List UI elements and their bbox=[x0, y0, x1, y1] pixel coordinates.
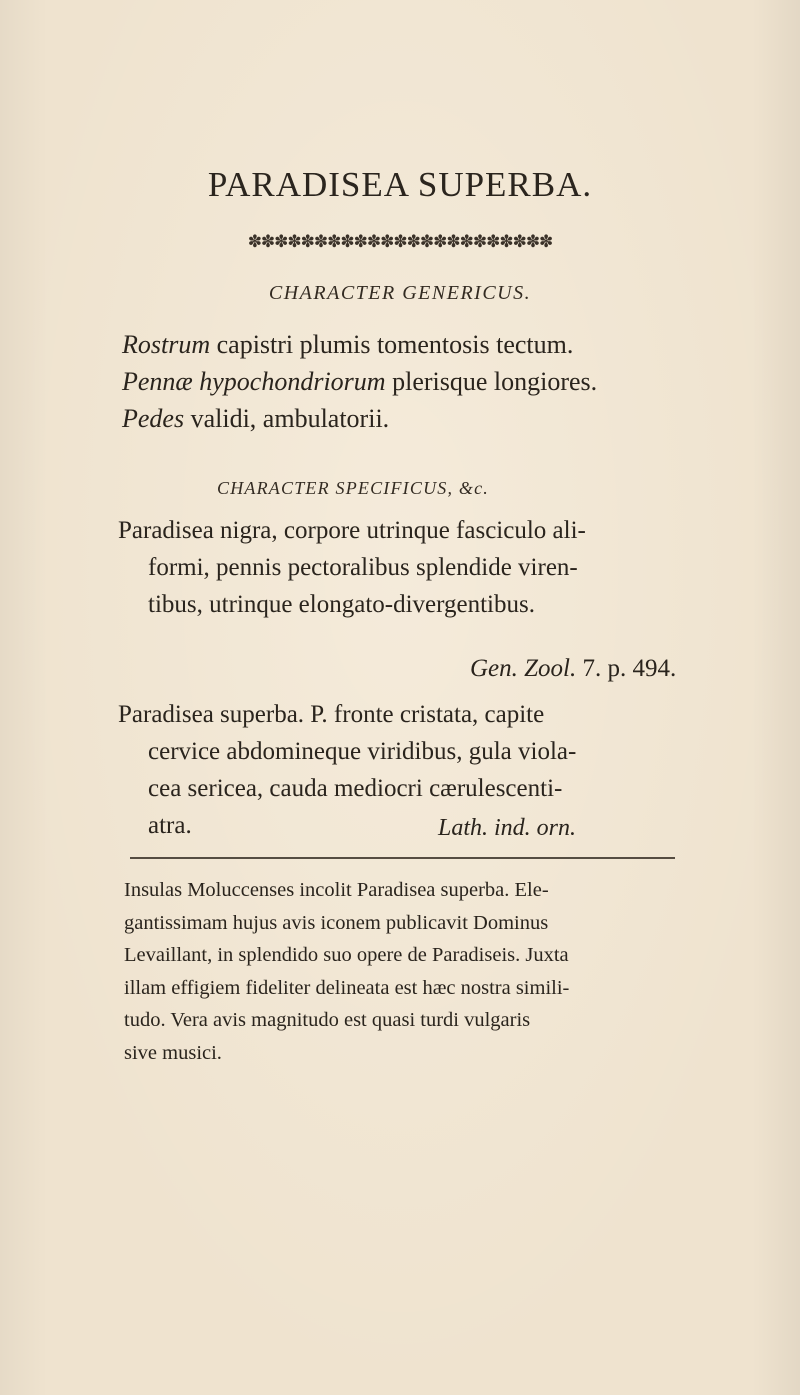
entry-line: atra. bbox=[148, 812, 192, 839]
generic-text: validi, ambulatorii. bbox=[184, 404, 390, 433]
reference-page: 7. p. 494. bbox=[576, 655, 677, 682]
description-paragraph bbox=[124, 874, 714, 1069]
generic-term: Rostrum bbox=[122, 330, 211, 359]
paragraph-line: Levaillant, in splendido suo opere de Paradiseis. Juxta bbox=[124, 944, 569, 966]
reference-title: Gen. Zool. bbox=[470, 655, 577, 682]
generic-text: plerisque longiores. bbox=[385, 367, 598, 396]
reference-gen-zool bbox=[470, 655, 676, 683]
generic-line-rostrum bbox=[122, 330, 573, 360]
generic-text: capistri plumis tomentosis tectum. bbox=[210, 330, 574, 359]
entry-line: tibus, utrinque elongato-divergentibus. bbox=[148, 591, 535, 618]
generic-term: Pedes bbox=[122, 404, 185, 433]
paragraph-line: sive musici. bbox=[124, 1041, 222, 1064]
paragraph-line: illam effigiem fideliter delineata est hæc nostra simili- bbox=[124, 976, 570, 999]
generic-term: Pennæ hypochondriorum bbox=[122, 367, 386, 396]
paragraph-line: Insulas Moluccenses incolit Paradisea superba. Ele- bbox=[124, 879, 549, 901]
specific-entry-latham bbox=[118, 696, 718, 844]
reference-latham bbox=[438, 815, 576, 842]
generic-line-pennae bbox=[122, 367, 597, 397]
heading-character-specificus: CHARACTER SPECIFICUS, &c. bbox=[217, 478, 489, 498]
ornament-stars: ✽✽✽✽✽✽✽✽✽✽✽✽✽✽✽✽✽✽✽✽✽✽✽ bbox=[247, 232, 553, 251]
entry-line: Paradisea nigra, corpore utrinque fasciculo ali- bbox=[118, 517, 586, 544]
entry-line: cea sericea, cauda mediocri cærulescenti- bbox=[148, 775, 563, 802]
section-divider bbox=[130, 857, 675, 859]
paragraph-line: tudo. Vera avis magnitudo est quasi turdi vulgaris bbox=[124, 1009, 531, 1031]
entry-line: Paradisea superba. P. fronte cristata, capite bbox=[118, 701, 545, 728]
page-title: PARADISEA SUPERBA. bbox=[207, 165, 593, 204]
generic-line-pedes bbox=[122, 404, 389, 434]
heading-character-genericus: CHARACTER GENERICUS. bbox=[268, 282, 532, 304]
entry-line: cervice abdomineque viridibus, gula viola- bbox=[148, 738, 577, 765]
paragraph-line: gantissimam hujus avis iconem publicavit Dominus bbox=[124, 911, 549, 934]
reference-title: Lath. ind. orn. bbox=[438, 815, 577, 841]
specific-entry-gen-zool bbox=[118, 512, 718, 623]
entry-line: formi, pennis pectoralibus splendide viren- bbox=[148, 554, 578, 581]
